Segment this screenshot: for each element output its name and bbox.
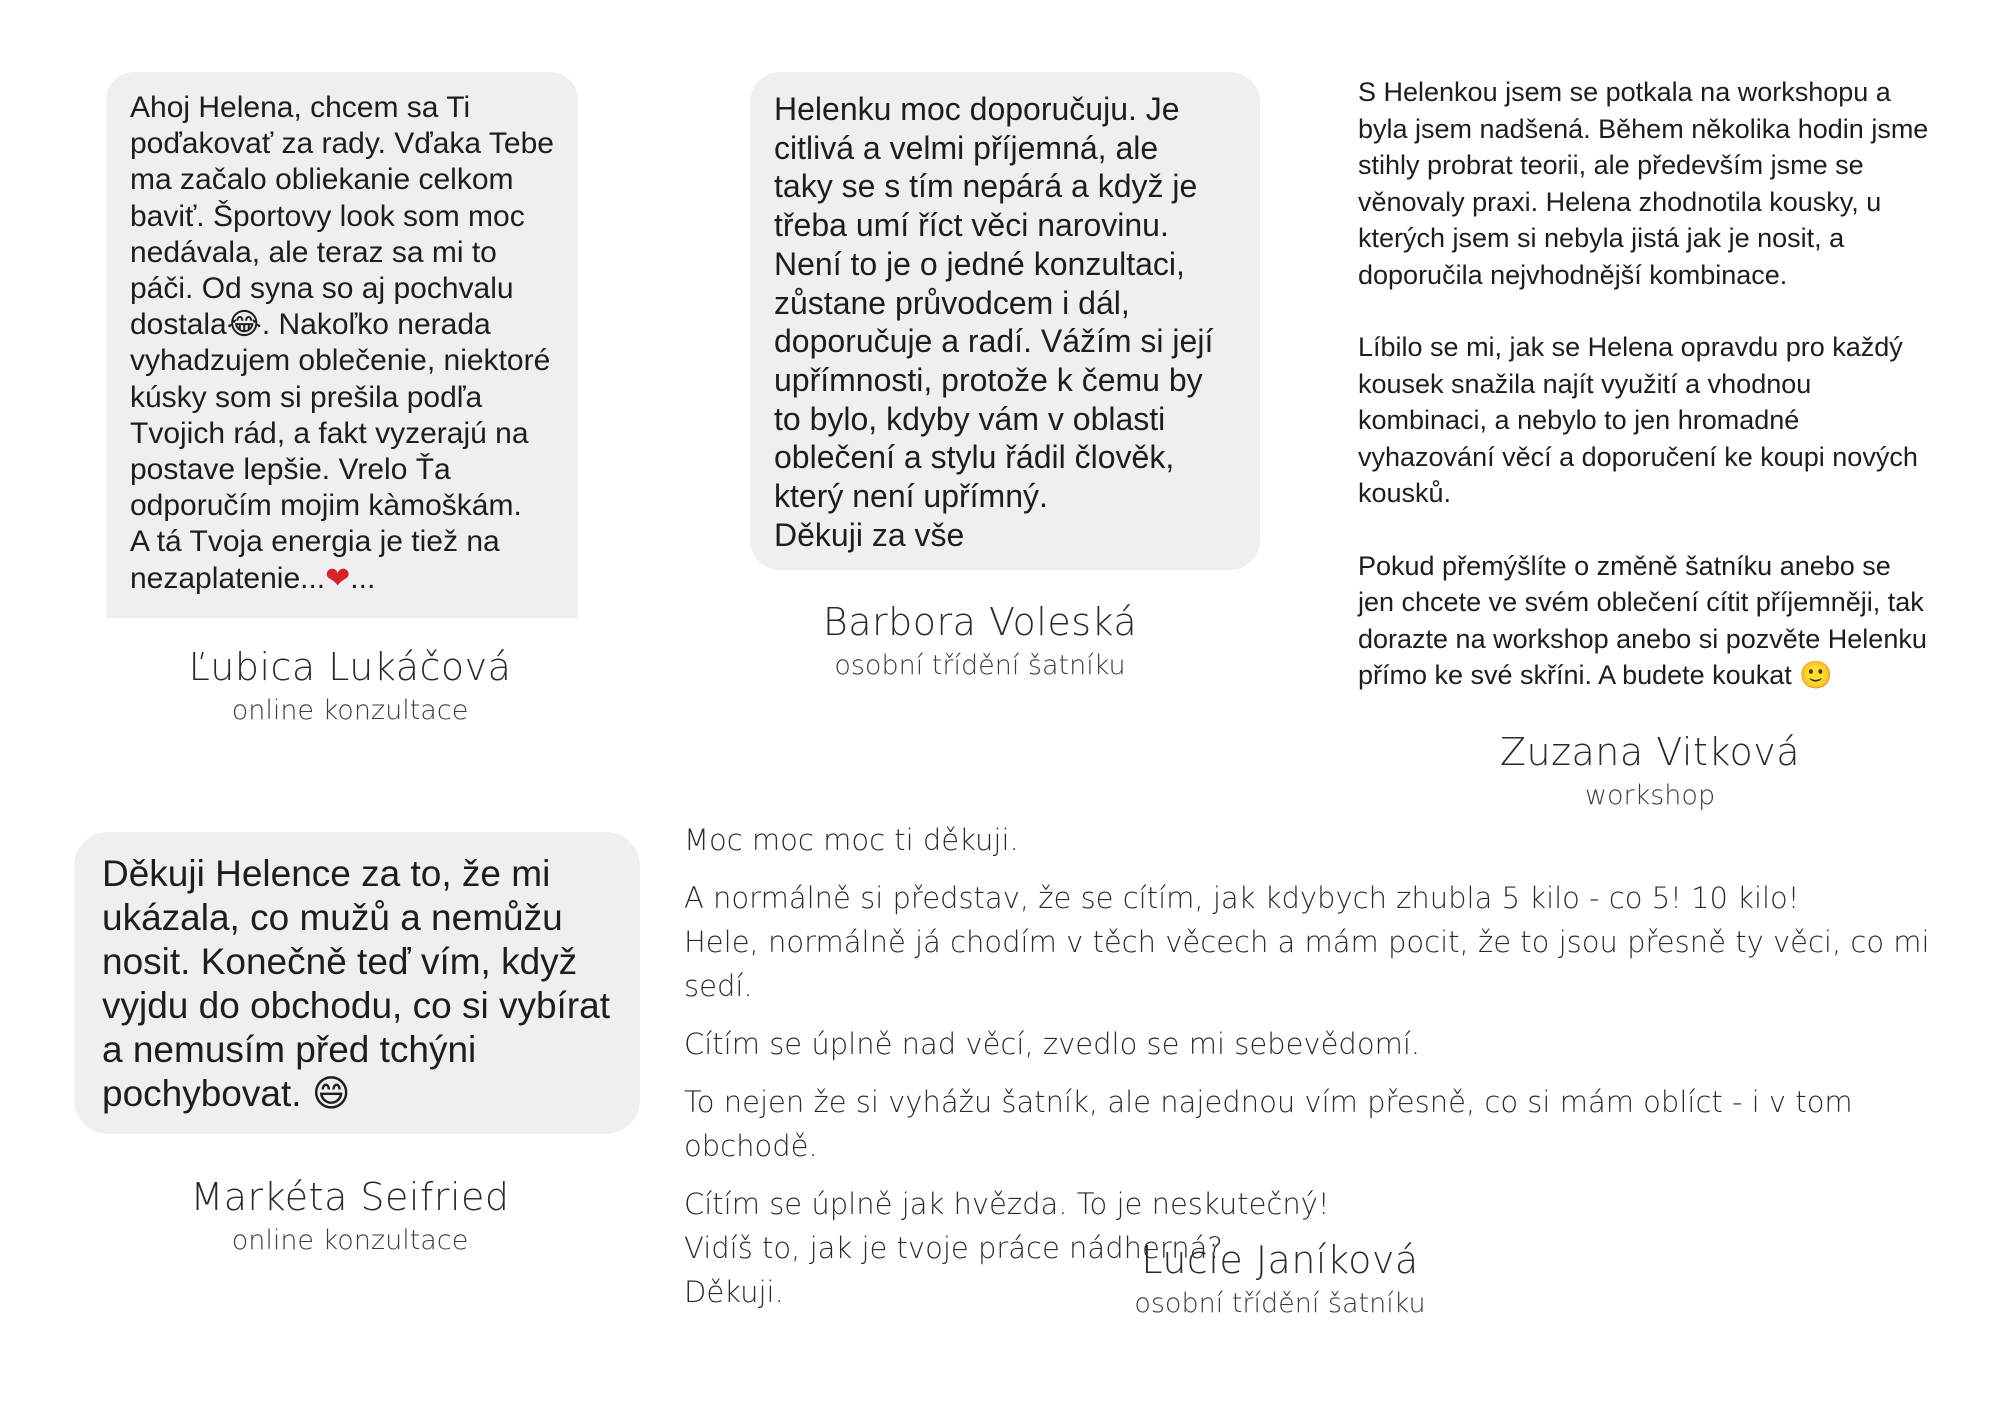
- author-name: Zuzana Vitková: [1499, 730, 1801, 774]
- laughing-emoji-icon: 😂: [226, 308, 262, 342]
- testimonial-paragraph: Cítím se úplně nad věcí, zvedlo se mi sebevědomí.: [684, 1027, 1421, 1061]
- testimonial-text-zuzana: [1358, 74, 1978, 694]
- testimonial-author: [780, 600, 1180, 681]
- testimonial-paragraph: Líbilo se mi, jak se Helena opravdu pro každý kousek snažila najít využití a vhodnou kombinaci, a nebylo to jen hromadné vyhazování věcí a doporučení ke koupi nových kousků.: [1358, 332, 1918, 508]
- grinning-emoji-icon: 😄: [311, 1073, 351, 1114]
- testimonial-text: Děkuji Helence za to, že mi ukázala, co mužů a nemůžu nosit. Konečně teď vím, když vyjdu do obchodu, co si vybírat a nemusím před tchýni pochybovat. 😄: [102, 853, 611, 1114]
- testimonial-paragraph: Cítím se úplně jak hvězda. To je neskutečný! Vidíš to, jak je tvoje práce nádherná? Děkuji.: [684, 1187, 1330, 1309]
- testimonial-paragraph: A normálně si představ, že se cítím, jak kdybych zhubla 5 kilo - co 5! 10 kilo! Hele, normálně já chodím v těch věcech a mám pocit, že to jsou přesně ty věci, co mi sedí.: [684, 881, 1930, 1003]
- testimonial-author: [150, 645, 550, 726]
- author-service: workshop: [1584, 780, 1716, 811]
- author-service: osobní třídění šatníku: [834, 650, 1126, 681]
- author-service: online konzultace: [231, 695, 469, 726]
- author-service: online konzultace: [231, 1225, 469, 1256]
- testimonial-text: Helenku moc doporučuju. Je citlivá a velmi příjemná, ale taky se s tím nepárá a když je třeba umí říct věci narovinu. Není to je o jedné konzultaci, zůstane průvodcem i dál, doporučuje a radí. Vážím si její upřímnosti, protože k čemu by to bylo, kdyby vám v oblasti oblečení a stylu řádil člověk, který není upřímný. Děkuji za vše: [774, 91, 1214, 553]
- testimonial-text: Ahoj Helena, chcem sa Ti poďakovať za rady. Vďaka Tebe ma začalo obliekanie celkom baviť. Športovy look som moc nedávala, ale teraz sa mi to páči. Od syna so aj pochvalu dostala😂. Nakoľko nerada vyhadzujem oblečenie, niektoré kúsky som si prešila podľa Tvojich rád, a fakt vyzerajú na postave lepšie. Vrelo Ťa odporučím mojim kàmoškám. A tá Tvoja energia je tiež na nezaplatenie...❤...: [130, 91, 554, 595]
- author-name: Ľubica Lukáčová: [188, 645, 512, 689]
- testimonial-author: [150, 1175, 550, 1256]
- author-name: Markéta Seifried: [190, 1175, 510, 1219]
- testimonial-bubble-barbora: [750, 72, 1260, 570]
- author-name: Barbora Voleská: [822, 600, 1138, 644]
- testimonial-author: [1450, 730, 1850, 811]
- testimonial-paragraph: To nejen že si vyhážu šatník, ale najednou vím přesně, co si mám oblíct - i v tom obchodě.: [684, 1085, 1853, 1163]
- heart-emoji-icon: ❤: [325, 561, 351, 595]
- testimonial-author: [1080, 1238, 1480, 1319]
- testimonial-bubble-lubica: [106, 72, 578, 618]
- testimonial-paragraph: S Helenkou jsem se potkala na workshopu a byla jsem nadšená. Během několika hodin jsme stihly probrat teorii, ale především jsme se věnovaly praxi. Helena zhodnotila kousky, u kterých jsem si nebyla jistá jak je nosit, a doporučila nejvhodnější kombinace.: [1358, 77, 1929, 290]
- smiling-emoji-icon: 🙂: [1799, 660, 1833, 690]
- author-service: osobní třídění šatníku: [1134, 1288, 1426, 1319]
- testimonial-paragraph: Moc moc moc ti děkuji.: [684, 823, 1019, 857]
- testimonial-bubble-marketa: [74, 832, 640, 1134]
- testimonial-paragraph: Pokud přemýšlíte o změně šatníku anebo se jen chcete ve svém oblečení cítit příjemněji, tak dorazte na workshop anebo si pozvěte Helenku přímo ke své skříni. A budete koukat 🙂: [1358, 548, 1978, 694]
- author-name: Lucie Janíková: [1141, 1238, 1419, 1282]
